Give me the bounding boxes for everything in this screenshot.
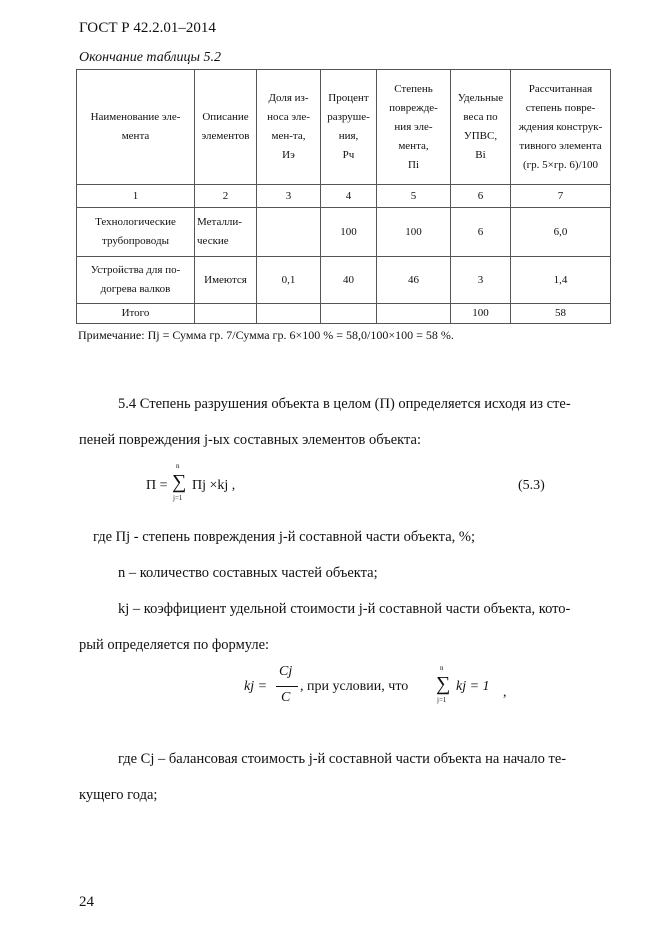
cell-text: трубопроводы — [102, 235, 169, 247]
cell-text: 1,4 — [553, 273, 568, 286]
table-cell — [321, 208, 377, 257]
cell-text: 100 — [472, 307, 489, 319]
table-cell — [451, 304, 511, 324]
cell-text: Устройства для по- — [90, 264, 181, 276]
cell-text: 46 — [408, 273, 419, 286]
cell-text: Технологические — [95, 216, 176, 228]
cell-text: веса по — [463, 111, 498, 123]
cell-text: Наименование эле- — [90, 111, 181, 123]
cell-text: ждения конструк- — [518, 120, 603, 133]
cell-text: 100 — [405, 225, 422, 238]
table-note: Примечание: Пj = Сумма гр. 7/Сумма гр. 6×100 % = 58,0/100×100 = 58 %. — [78, 328, 454, 342]
column-number: 6 — [451, 185, 511, 208]
definition-line: кущего года; — [79, 787, 158, 803]
formula-lhs: П = — [146, 478, 168, 493]
cell-text: мента, — [398, 139, 429, 152]
table-cell — [257, 304, 321, 324]
sum-lower: j=1 — [173, 494, 183, 502]
table-row — [77, 208, 611, 257]
column-number: 5 — [377, 185, 451, 208]
column-header — [257, 70, 321, 185]
fraction-bar — [276, 686, 298, 687]
cell-text: разруше- — [327, 111, 370, 123]
fraction-denominator: C — [281, 690, 291, 705]
column-number: 4 — [321, 185, 377, 208]
table-cell — [77, 208, 195, 257]
cell-text: Рассчитанная — [528, 82, 593, 95]
definition-line: где Cj – балансовая стоимость j-й составной части объекта на начало те- — [118, 751, 567, 767]
cell-text: Иэ — [282, 149, 295, 161]
cell-text: мента — [121, 130, 150, 142]
cell-text: (гр. 5×гр. 6)/100 — [522, 158, 599, 171]
column-header — [195, 70, 257, 185]
cell-text: УПВС, — [463, 130, 498, 142]
column-number: 2 — [195, 185, 257, 208]
cell-text: Степень — [394, 82, 433, 95]
formula-number: (5.3) — [518, 478, 545, 493]
column-header — [377, 70, 451, 185]
column-number: 7 — [511, 185, 611, 208]
definition-line: рый определяется по формуле: — [79, 637, 270, 653]
condition-text: , при условии, что — [300, 679, 409, 694]
table-cell — [77, 257, 195, 304]
cell-text: Описание — [202, 111, 249, 123]
document-header: ГОСТ Р 42.2.01–2014 — [79, 20, 216, 36]
fraction-numerator: Cj — [279, 664, 293, 679]
cell-text: Доля из- — [268, 92, 309, 104]
cell-text: 100 — [340, 225, 357, 238]
cell-text: мен-та, — [271, 130, 306, 142]
formula-lhs: kj = — [244, 679, 268, 694]
cell-text: поврежде- — [389, 101, 438, 114]
cell-text: 0,1 — [281, 273, 296, 286]
cell-text: тивного элемента — [519, 139, 602, 152]
cell-text: степень повре- — [525, 101, 596, 114]
formula-rhs: kj = 1 — [456, 679, 490, 694]
sum-lower: j=1 — [437, 696, 447, 704]
table-cell — [511, 208, 611, 257]
cell-text: Пi — [408, 158, 419, 171]
paragraph-line: пеней повреждения j-ых составных элементов объекта: — [79, 432, 421, 448]
table-cell — [511, 304, 611, 324]
column-number: 1 — [77, 185, 195, 208]
table-cell — [377, 208, 451, 257]
cell-text: Итого — [121, 307, 150, 319]
column-header — [451, 70, 511, 185]
table-cell — [77, 304, 195, 324]
cell-text: Имеются — [204, 273, 247, 286]
table-cell — [451, 208, 511, 257]
column-number: 3 — [257, 185, 321, 208]
table-cell — [257, 208, 321, 257]
table-cell — [377, 304, 451, 324]
table-row — [77, 304, 611, 324]
definition-line: где Пj - степень повреждения j-й составной части объекта, %; — [93, 529, 475, 545]
sum-sign-icon: ∑ — [436, 673, 451, 695]
cell-text: 6,0 — [553, 225, 568, 238]
damage-table — [76, 69, 611, 324]
column-header — [511, 70, 611, 185]
table-row — [77, 257, 611, 304]
formula-rhs: Пj ×kj , — [192, 478, 236, 493]
table-cell — [257, 257, 321, 304]
cell-text: Вi — [475, 149, 486, 161]
cell-text: Металли- — [197, 216, 242, 228]
sum-upper: n — [176, 462, 180, 470]
definition-line: n – количество составных частей объекта; — [118, 565, 378, 581]
cell-text: ния, — [338, 130, 359, 142]
cell-text: догрева валков — [100, 283, 171, 295]
column-header — [321, 70, 377, 185]
column-header — [77, 70, 195, 185]
sum-upper: n — [440, 664, 444, 672]
cell-text: Удельные — [457, 92, 504, 104]
table-cell — [377, 257, 451, 304]
cell-text: ческие — [197, 235, 229, 247]
table-cell — [195, 208, 257, 257]
paragraph-line: 5.4 Степень разрушения объекта в целом (П) определяется исходя из сте- — [118, 396, 571, 412]
table-caption: Окончание таблицы 5.2 — [79, 50, 221, 65]
cell-text: ния эле- — [394, 120, 433, 133]
sum-sign-icon: ∑ — [172, 471, 187, 493]
cell-text: элементов — [201, 130, 250, 142]
cell-text: 58 — [555, 307, 566, 319]
table-header-row — [77, 70, 611, 185]
table-cell — [511, 257, 611, 304]
table-number-row — [77, 185, 611, 208]
table-cell — [321, 304, 377, 324]
page-number: 24 — [79, 894, 94, 910]
cell-text: Рч — [342, 149, 355, 161]
table-cell — [321, 257, 377, 304]
definition-line: kj – коэффициент удельной стоимости j-й составной части объекта, кото- — [118, 601, 571, 617]
cell-text: 6 — [477, 225, 484, 238]
table-cell — [195, 304, 257, 324]
table-cell — [451, 257, 511, 304]
table-cell — [195, 257, 257, 304]
cell-text: 40 — [343, 273, 354, 286]
cell-text: Процент — [328, 92, 369, 104]
cell-text: носа эле- — [267, 111, 310, 123]
formula-comma: , — [503, 685, 507, 700]
cell-text: 3 — [477, 273, 484, 286]
